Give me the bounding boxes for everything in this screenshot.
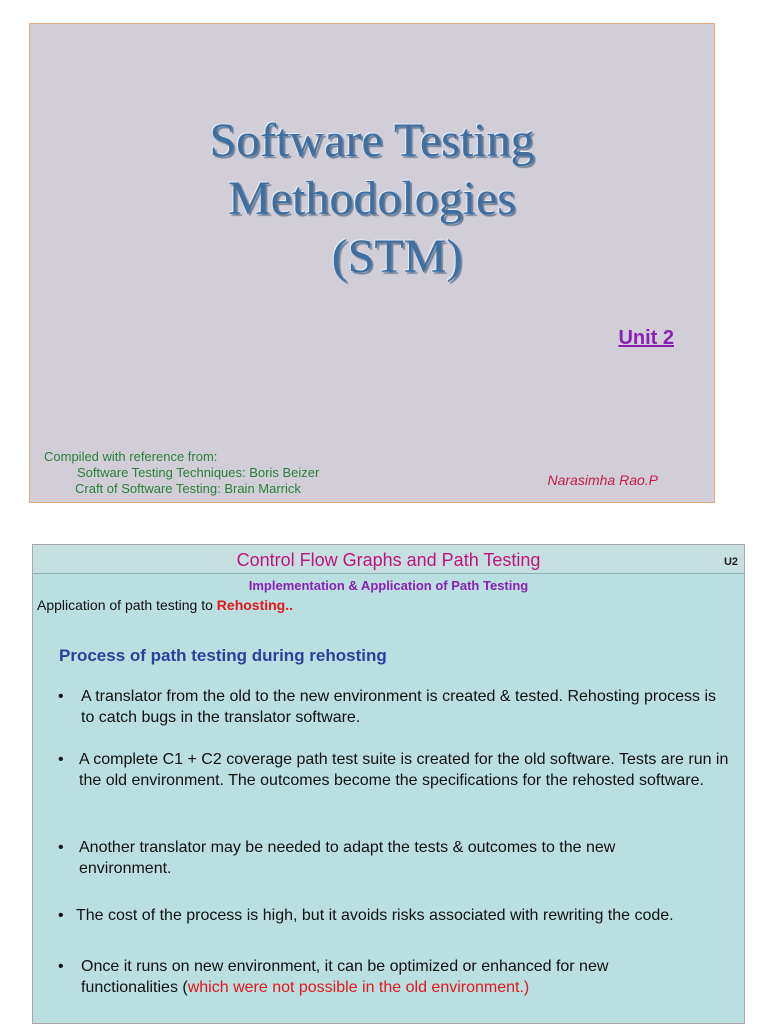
reference-item: Craft of Software Testing: Brain Marrick <box>75 481 301 496</box>
bullet-item <box>58 905 745 926</box>
title-line-2: Methodologies <box>228 172 516 225</box>
bullet-text: A translator from the old to the new environment is created & tested. Rehosting process is to catch bugs in the translator software. <box>81 688 716 726</box>
title-line-1: Software Testing <box>209 114 535 167</box>
process-heading: Process of path testing during rehosting <box>59 646 387 665</box>
bullet-text: The cost of the process is high, but it avoids risks associated with rewriting the code. <box>76 907 674 924</box>
slide-title <box>30 112 714 286</box>
title-slide <box>29 23 715 503</box>
bullet-dot-icon: • <box>58 688 64 705</box>
title-line-3: (STM) <box>331 230 463 283</box>
references-header: Compiled with reference from: <box>44 449 218 464</box>
intro-highlight: Rehosting.. <box>216 597 294 613</box>
bullet-item <box>58 749 738 791</box>
bullet-dot-icon: • <box>58 907 64 924</box>
references <box>44 449 319 497</box>
slide-header-title: Control Flow Graphs and Path Testing <box>236 550 541 570</box>
bullet-text: Once it runs on new environment, it can be optimized or enhanced for new functionalities ( <box>81 958 609 996</box>
bullet-dot-icon: • <box>58 751 64 768</box>
bullet-dot-icon: • <box>58 839 64 856</box>
intro-text: Application of path testing to <box>37 597 217 613</box>
bullet-item <box>58 956 708 998</box>
unit-badge: U2 <box>723 556 738 568</box>
bullet-item <box>58 837 708 879</box>
reference-item: Software Testing Techniques: Boris Beizer <box>77 465 320 480</box>
bullet-highlight: which were not possible in the old environment.) <box>187 979 530 996</box>
slide-subtitle: Implementation & Application of Path Testing <box>248 578 529 593</box>
bullet-text: Another translator may be needed to adapt the tests & outcomes to the new environment. <box>79 839 616 877</box>
content-slide <box>32 544 745 1024</box>
bullet-text: A complete C1 + C2 coverage path test suite is created for the old software. Tests are run in the old environment. The outcomes become the specifications for the rehosted software. <box>79 751 729 789</box>
author-name: Narasimha Rao.P <box>547 472 658 488</box>
bullet-list <box>33 545 744 1023</box>
unit-link[interactable]: Unit 2 <box>618 327 674 349</box>
bullet-item <box>58 686 718 728</box>
bullet-dot-icon: • <box>58 958 64 975</box>
